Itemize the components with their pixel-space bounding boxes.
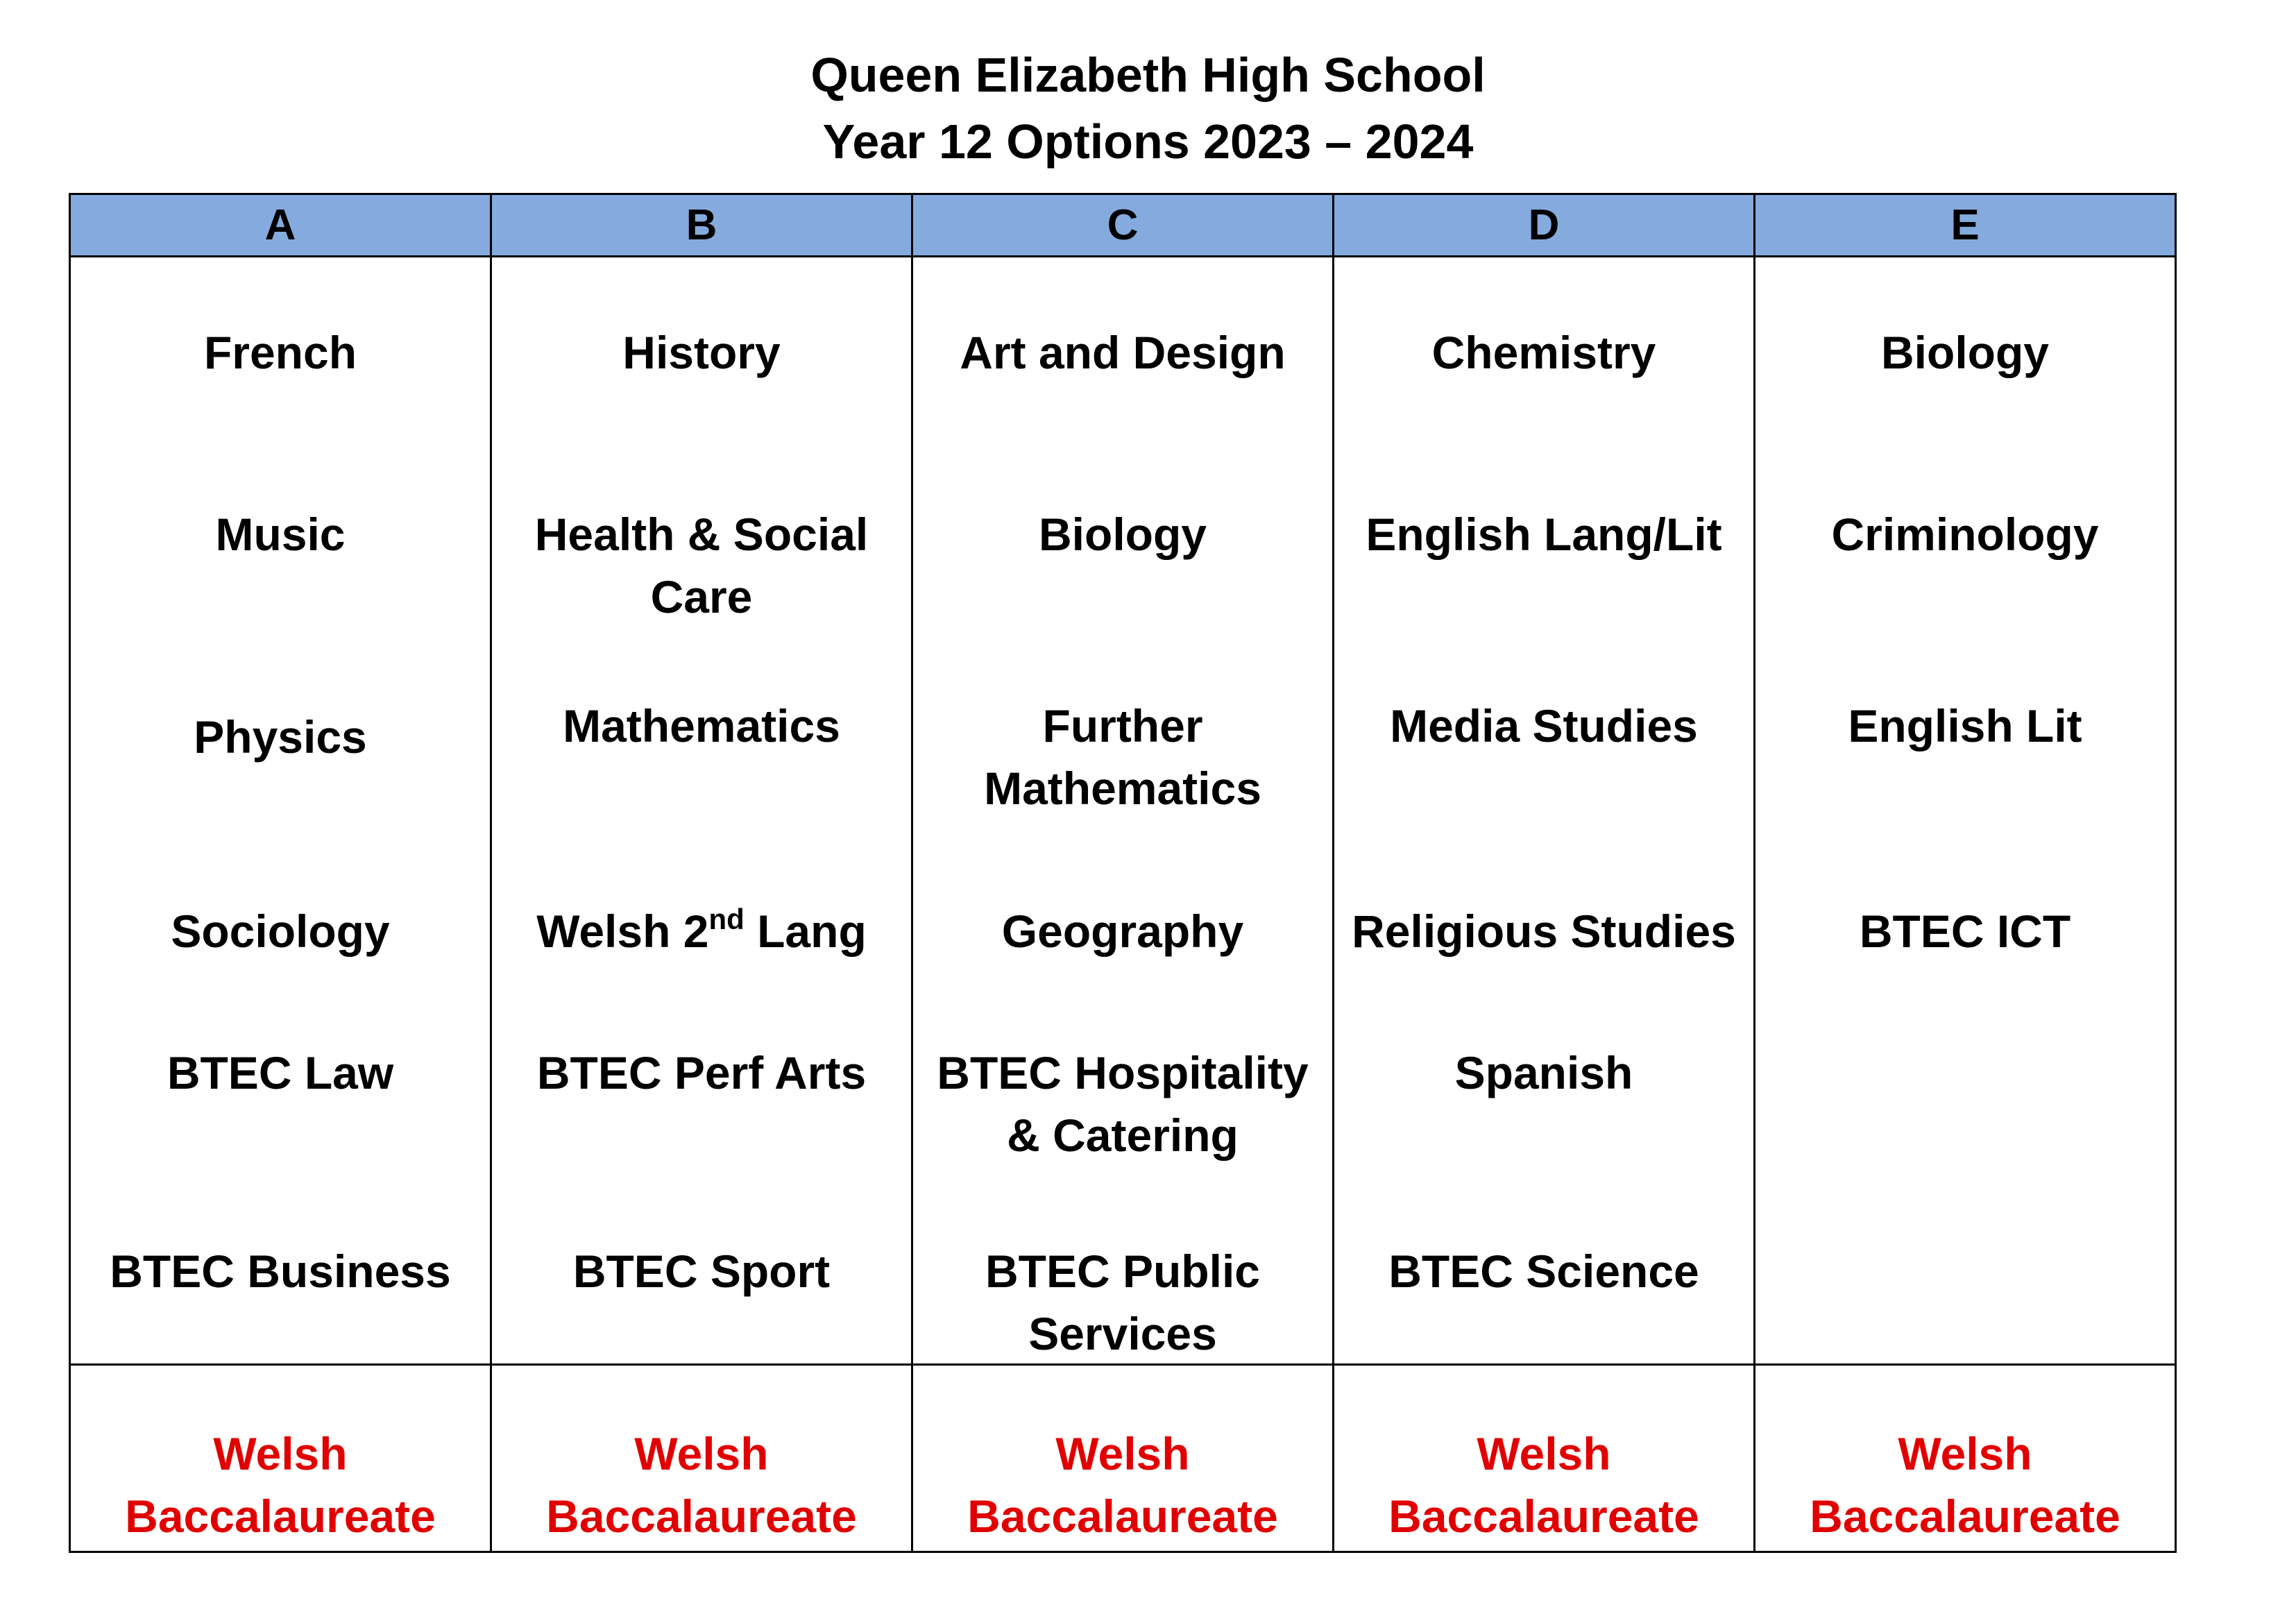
subject-cell: Religious Studies: [1352, 906, 1736, 957]
footer-e: Welsh Baccalaureate: [1810, 1428, 2120, 1542]
column-e: [1755, 257, 2175, 1363]
header-a: A: [71, 195, 492, 255]
subject-cell: Further Mathematics: [984, 700, 1261, 814]
subject-cell: Art and Design: [960, 327, 1286, 378]
subject-cell: Media Studies: [1390, 700, 1698, 751]
subject-welsh-part: Welsh 2nd Lang: [536, 903, 867, 957]
subject-cell: Mathematics: [563, 700, 840, 751]
header-e: E: [1950, 201, 1980, 249]
subject-cell: Biology: [1039, 509, 1207, 560]
subject-cell: Biology: [1881, 327, 2049, 378]
subject-cell: Sociology: [171, 906, 390, 957]
header-d: D: [1334, 195, 1755, 255]
subject-cell: Physics: [194, 711, 367, 763]
subject-cell: [498, 900, 905, 962]
school-name: Queen Elizabeth High School: [810, 48, 1486, 102]
ordinal-suffix: nd: [708, 903, 745, 935]
footer-d: Welsh Baccalaureate: [1334, 1366, 1755, 1551]
subject-cell: French: [203, 327, 357, 378]
subject-cell: Music: [215, 509, 346, 560]
subject-cell: BTEC Hospitality & Catering: [937, 1047, 1309, 1161]
subject-cell: Geography: [1001, 906, 1244, 957]
subject-cell: BTEC Science: [1388, 1246, 1699, 1297]
subject-cell: History: [622, 327, 781, 378]
subjects-area: [71, 257, 2175, 1366]
footer-c: Welsh Baccalaureate: [913, 1366, 1334, 1551]
subject-cell: BTEC Business: [110, 1246, 451, 1297]
subject-cell: Spanish: [1454, 1047, 1633, 1098]
page-title: [0, 42, 2296, 175]
subject-cell: BTEC Public Services: [985, 1246, 1261, 1359]
subject-cell: BTEC Perf Arts: [536, 1047, 867, 1098]
footer-a: Welsh Baccalaureate: [71, 1366, 492, 1551]
column-a: [71, 257, 492, 1363]
header-b: B: [492, 195, 913, 255]
column-d: [1334, 257, 1755, 1363]
subject-cell: BTEC Sport: [572, 1246, 831, 1297]
welsh-bacc-row: [71, 1366, 2175, 1551]
column-b: [492, 257, 913, 1363]
footer-b: Welsh Baccalaureate: [492, 1366, 913, 1551]
header-row: [71, 195, 2175, 257]
subject-cell: Chemistry: [1431, 327, 1656, 378]
subject-cell: BTEC ICT: [1859, 906, 2071, 957]
subject-cell: Criminology: [1831, 509, 2099, 560]
subject-cell: English Lang/Lit: [1366, 509, 1722, 560]
subject-cell: BTEC Law: [167, 1047, 394, 1098]
header-c: C: [913, 195, 1334, 255]
subject-cell: English Lit: [1848, 700, 2082, 751]
subject-cell: Health & Social Care: [534, 509, 869, 622]
options-year: Year 12 Options 2023 – 2024: [822, 114, 1474, 169]
options-table: [69, 193, 2177, 1553]
column-c: [913, 257, 1334, 1363]
